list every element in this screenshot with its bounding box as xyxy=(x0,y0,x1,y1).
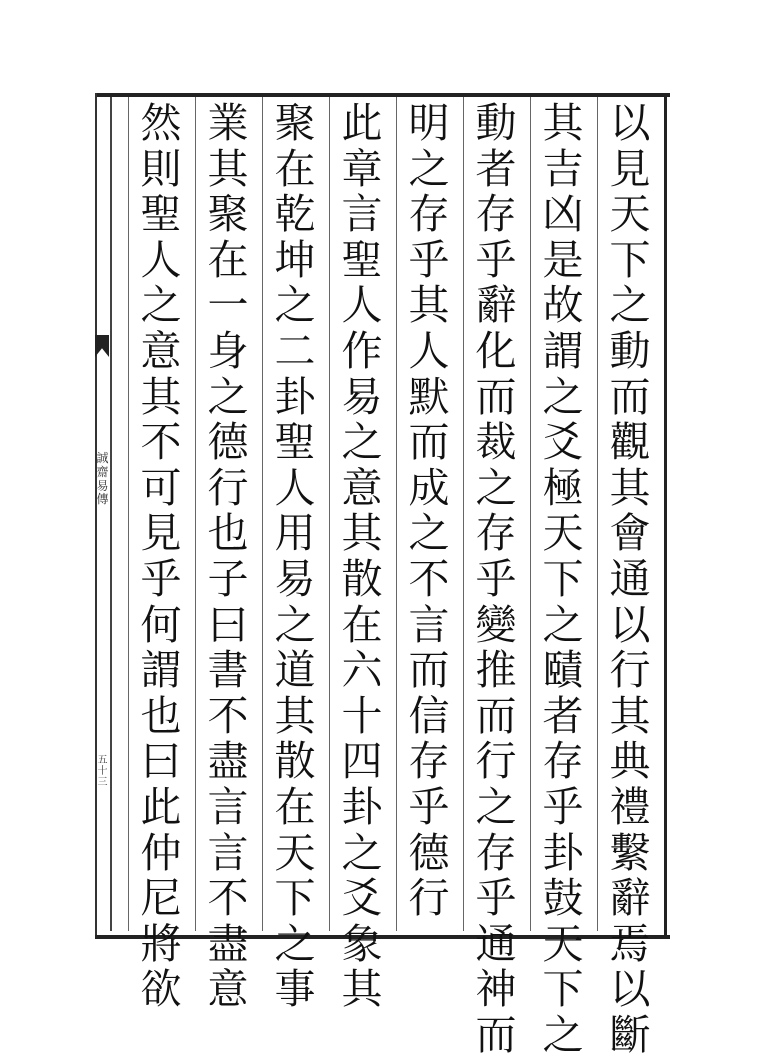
character: 十 xyxy=(341,691,383,740)
character: 之 xyxy=(542,600,584,649)
character: 意 xyxy=(140,326,182,375)
character: 極 xyxy=(542,463,584,512)
character: 賾 xyxy=(542,646,584,695)
character: 此 xyxy=(341,99,383,147)
character: 此 xyxy=(140,782,182,831)
margin-rule xyxy=(110,97,112,931)
character: 仲 xyxy=(140,828,182,877)
character: 以 xyxy=(609,600,651,649)
character: 乎 xyxy=(542,782,584,831)
character: 曰 xyxy=(207,600,249,649)
character: 鼓 xyxy=(542,874,584,923)
character: 聚 xyxy=(207,190,249,239)
character: 尼 xyxy=(140,874,182,923)
character: 下 xyxy=(542,965,584,1014)
character: 之 xyxy=(341,418,383,467)
character: 作 xyxy=(341,326,383,375)
character: 天 xyxy=(274,828,316,877)
character: 言 xyxy=(207,828,249,877)
character: 通 xyxy=(475,919,517,968)
character: 身 xyxy=(207,326,249,375)
page-number: 五 十 三 xyxy=(97,755,108,788)
character: 易 xyxy=(274,554,316,603)
character: 其 xyxy=(609,691,651,740)
text-column xyxy=(196,99,260,1015)
character: 乎 xyxy=(475,554,517,603)
character: 在 xyxy=(341,600,383,649)
character: 之 xyxy=(609,281,651,330)
character: 凶 xyxy=(542,190,584,239)
character: 其 xyxy=(341,965,383,1014)
character: 是 xyxy=(542,235,584,284)
character: 之 xyxy=(408,144,450,193)
text-column xyxy=(263,99,327,1015)
character: 天 xyxy=(542,509,584,558)
character: 下 xyxy=(609,235,651,284)
character: 之 xyxy=(274,600,316,649)
character: 天 xyxy=(609,190,651,239)
character: 在 xyxy=(207,235,249,284)
character: 言 xyxy=(207,782,249,831)
character: 天 xyxy=(542,919,584,968)
character: 神 xyxy=(475,965,517,1014)
character: 謂 xyxy=(140,646,182,695)
character: 卦 xyxy=(341,782,383,831)
character: 意 xyxy=(207,965,249,1014)
character: 通 xyxy=(609,554,651,603)
character: 書 xyxy=(207,646,249,695)
character: 四 xyxy=(341,737,383,786)
character: 下 xyxy=(274,874,316,923)
character: 曰 xyxy=(140,737,182,786)
character: 事 xyxy=(274,965,316,1014)
character: 焉 xyxy=(609,919,651,968)
character: 人 xyxy=(408,326,450,375)
character: 者 xyxy=(475,144,517,193)
character: 散 xyxy=(274,737,316,786)
character: 在 xyxy=(274,782,316,831)
character: 卦 xyxy=(274,372,316,421)
character: 變 xyxy=(475,600,517,649)
character: 觀 xyxy=(609,418,651,467)
character: 明 xyxy=(408,99,450,147)
character: 聖 xyxy=(341,235,383,284)
character: 見 xyxy=(609,144,651,193)
character: 見 xyxy=(140,509,182,558)
character: 盡 xyxy=(207,737,249,786)
character: 乎 xyxy=(475,235,517,284)
character: 乾 xyxy=(274,190,316,239)
character: 盡 xyxy=(207,919,249,968)
character: 化 xyxy=(475,326,517,375)
character: 下 xyxy=(542,554,584,603)
character: 繫 xyxy=(609,828,651,877)
character: 吉 xyxy=(542,144,584,193)
character: 存 xyxy=(475,190,517,239)
character: 不 xyxy=(408,554,450,603)
character: 在 xyxy=(274,144,316,193)
character: 坤 xyxy=(274,235,316,284)
frame-left-border xyxy=(95,93,97,935)
text-column xyxy=(598,99,662,1060)
character: 將 xyxy=(140,919,182,968)
character: 典 xyxy=(609,737,651,786)
text-column xyxy=(330,99,394,1015)
character: 也 xyxy=(140,691,182,740)
character: 德 xyxy=(207,418,249,467)
character: 則 xyxy=(140,144,182,193)
character: 裁 xyxy=(475,418,517,467)
character: 之 xyxy=(475,463,517,512)
character: 不 xyxy=(207,691,249,740)
character: 者 xyxy=(542,691,584,740)
frame-right-border xyxy=(664,93,667,935)
character: 乎 xyxy=(408,235,450,284)
character: 易 xyxy=(341,372,383,421)
character: 德 xyxy=(408,828,450,877)
character: 謂 xyxy=(542,326,584,375)
character: 之 xyxy=(542,1010,584,1059)
character: 之 xyxy=(542,372,584,421)
character: 用 xyxy=(274,509,316,558)
character: 爻 xyxy=(542,418,584,467)
character: 而 xyxy=(609,372,651,421)
character: 之 xyxy=(408,509,450,558)
character: 之 xyxy=(341,828,383,877)
character: 而 xyxy=(475,691,517,740)
character: 故 xyxy=(542,281,584,330)
character: 道 xyxy=(274,646,316,695)
character: 之 xyxy=(140,281,182,330)
character: 之 xyxy=(274,281,316,330)
character: 其 xyxy=(341,509,383,558)
character: 默 xyxy=(408,372,450,421)
character: 推 xyxy=(475,646,517,695)
character: 爻 xyxy=(341,874,383,923)
character: 行 xyxy=(475,737,517,786)
character: 信 xyxy=(408,691,450,740)
character: 何 xyxy=(140,600,182,649)
text-column xyxy=(531,99,595,1060)
character: 章 xyxy=(341,144,383,193)
character: 辭 xyxy=(475,281,517,330)
character: 其 xyxy=(542,99,584,147)
text-column xyxy=(464,99,528,1060)
text-column xyxy=(397,99,461,924)
character: 成 xyxy=(408,463,450,512)
character: 存 xyxy=(408,190,450,239)
character: 乎 xyxy=(475,874,517,923)
character: 聖 xyxy=(274,418,316,467)
character: 以 xyxy=(609,99,651,147)
character: 動 xyxy=(475,99,517,147)
character: 存 xyxy=(408,737,450,786)
character: 其 xyxy=(207,144,249,193)
book-title: 誠 齋 易 傳 xyxy=(96,451,109,507)
character: 存 xyxy=(475,509,517,558)
character: 乎 xyxy=(408,782,450,831)
character: 意 xyxy=(341,463,383,512)
character: 而 xyxy=(408,646,450,695)
character: 禮 xyxy=(609,782,651,831)
character: 六 xyxy=(341,646,383,695)
character: 而 xyxy=(475,1010,517,1059)
character: 子 xyxy=(207,554,249,603)
character: 而 xyxy=(408,418,450,467)
character: 卦 xyxy=(542,828,584,877)
character: 其 xyxy=(274,691,316,740)
character: 斷 xyxy=(609,1010,651,1059)
character: 人 xyxy=(140,235,182,284)
character: 然 xyxy=(140,99,182,147)
character: 人 xyxy=(341,281,383,330)
character: 辭 xyxy=(609,874,651,923)
character: 存 xyxy=(475,828,517,877)
character: 存 xyxy=(542,737,584,786)
character: 之 xyxy=(207,372,249,421)
character: 散 xyxy=(341,554,383,603)
character: 其 xyxy=(609,463,651,512)
character: 一 xyxy=(207,281,249,330)
character: 言 xyxy=(408,600,450,649)
character: 之 xyxy=(475,782,517,831)
character: 而 xyxy=(475,372,517,421)
character: 可 xyxy=(140,463,182,512)
character: 其 xyxy=(408,281,450,330)
character: 會 xyxy=(609,509,651,558)
character: 人 xyxy=(274,463,316,512)
character: 象 xyxy=(341,919,383,968)
character: 以 xyxy=(609,965,651,1014)
character: 二 xyxy=(274,326,316,375)
character: 欲 xyxy=(140,965,182,1014)
character: 行 xyxy=(408,874,450,923)
character: 動 xyxy=(609,326,651,375)
character: 乎 xyxy=(140,554,182,603)
character: 其 xyxy=(140,372,182,421)
character: 業 xyxy=(207,99,249,147)
character: 行 xyxy=(609,646,651,695)
character: 聚 xyxy=(274,99,316,147)
character: 言 xyxy=(341,190,383,239)
character: 不 xyxy=(207,874,249,923)
character: 不 xyxy=(140,418,182,467)
character: 也 xyxy=(207,509,249,558)
character: 之 xyxy=(274,919,316,968)
character: 聖 xyxy=(140,190,182,239)
character: 行 xyxy=(207,463,249,512)
text-column xyxy=(129,99,193,1015)
